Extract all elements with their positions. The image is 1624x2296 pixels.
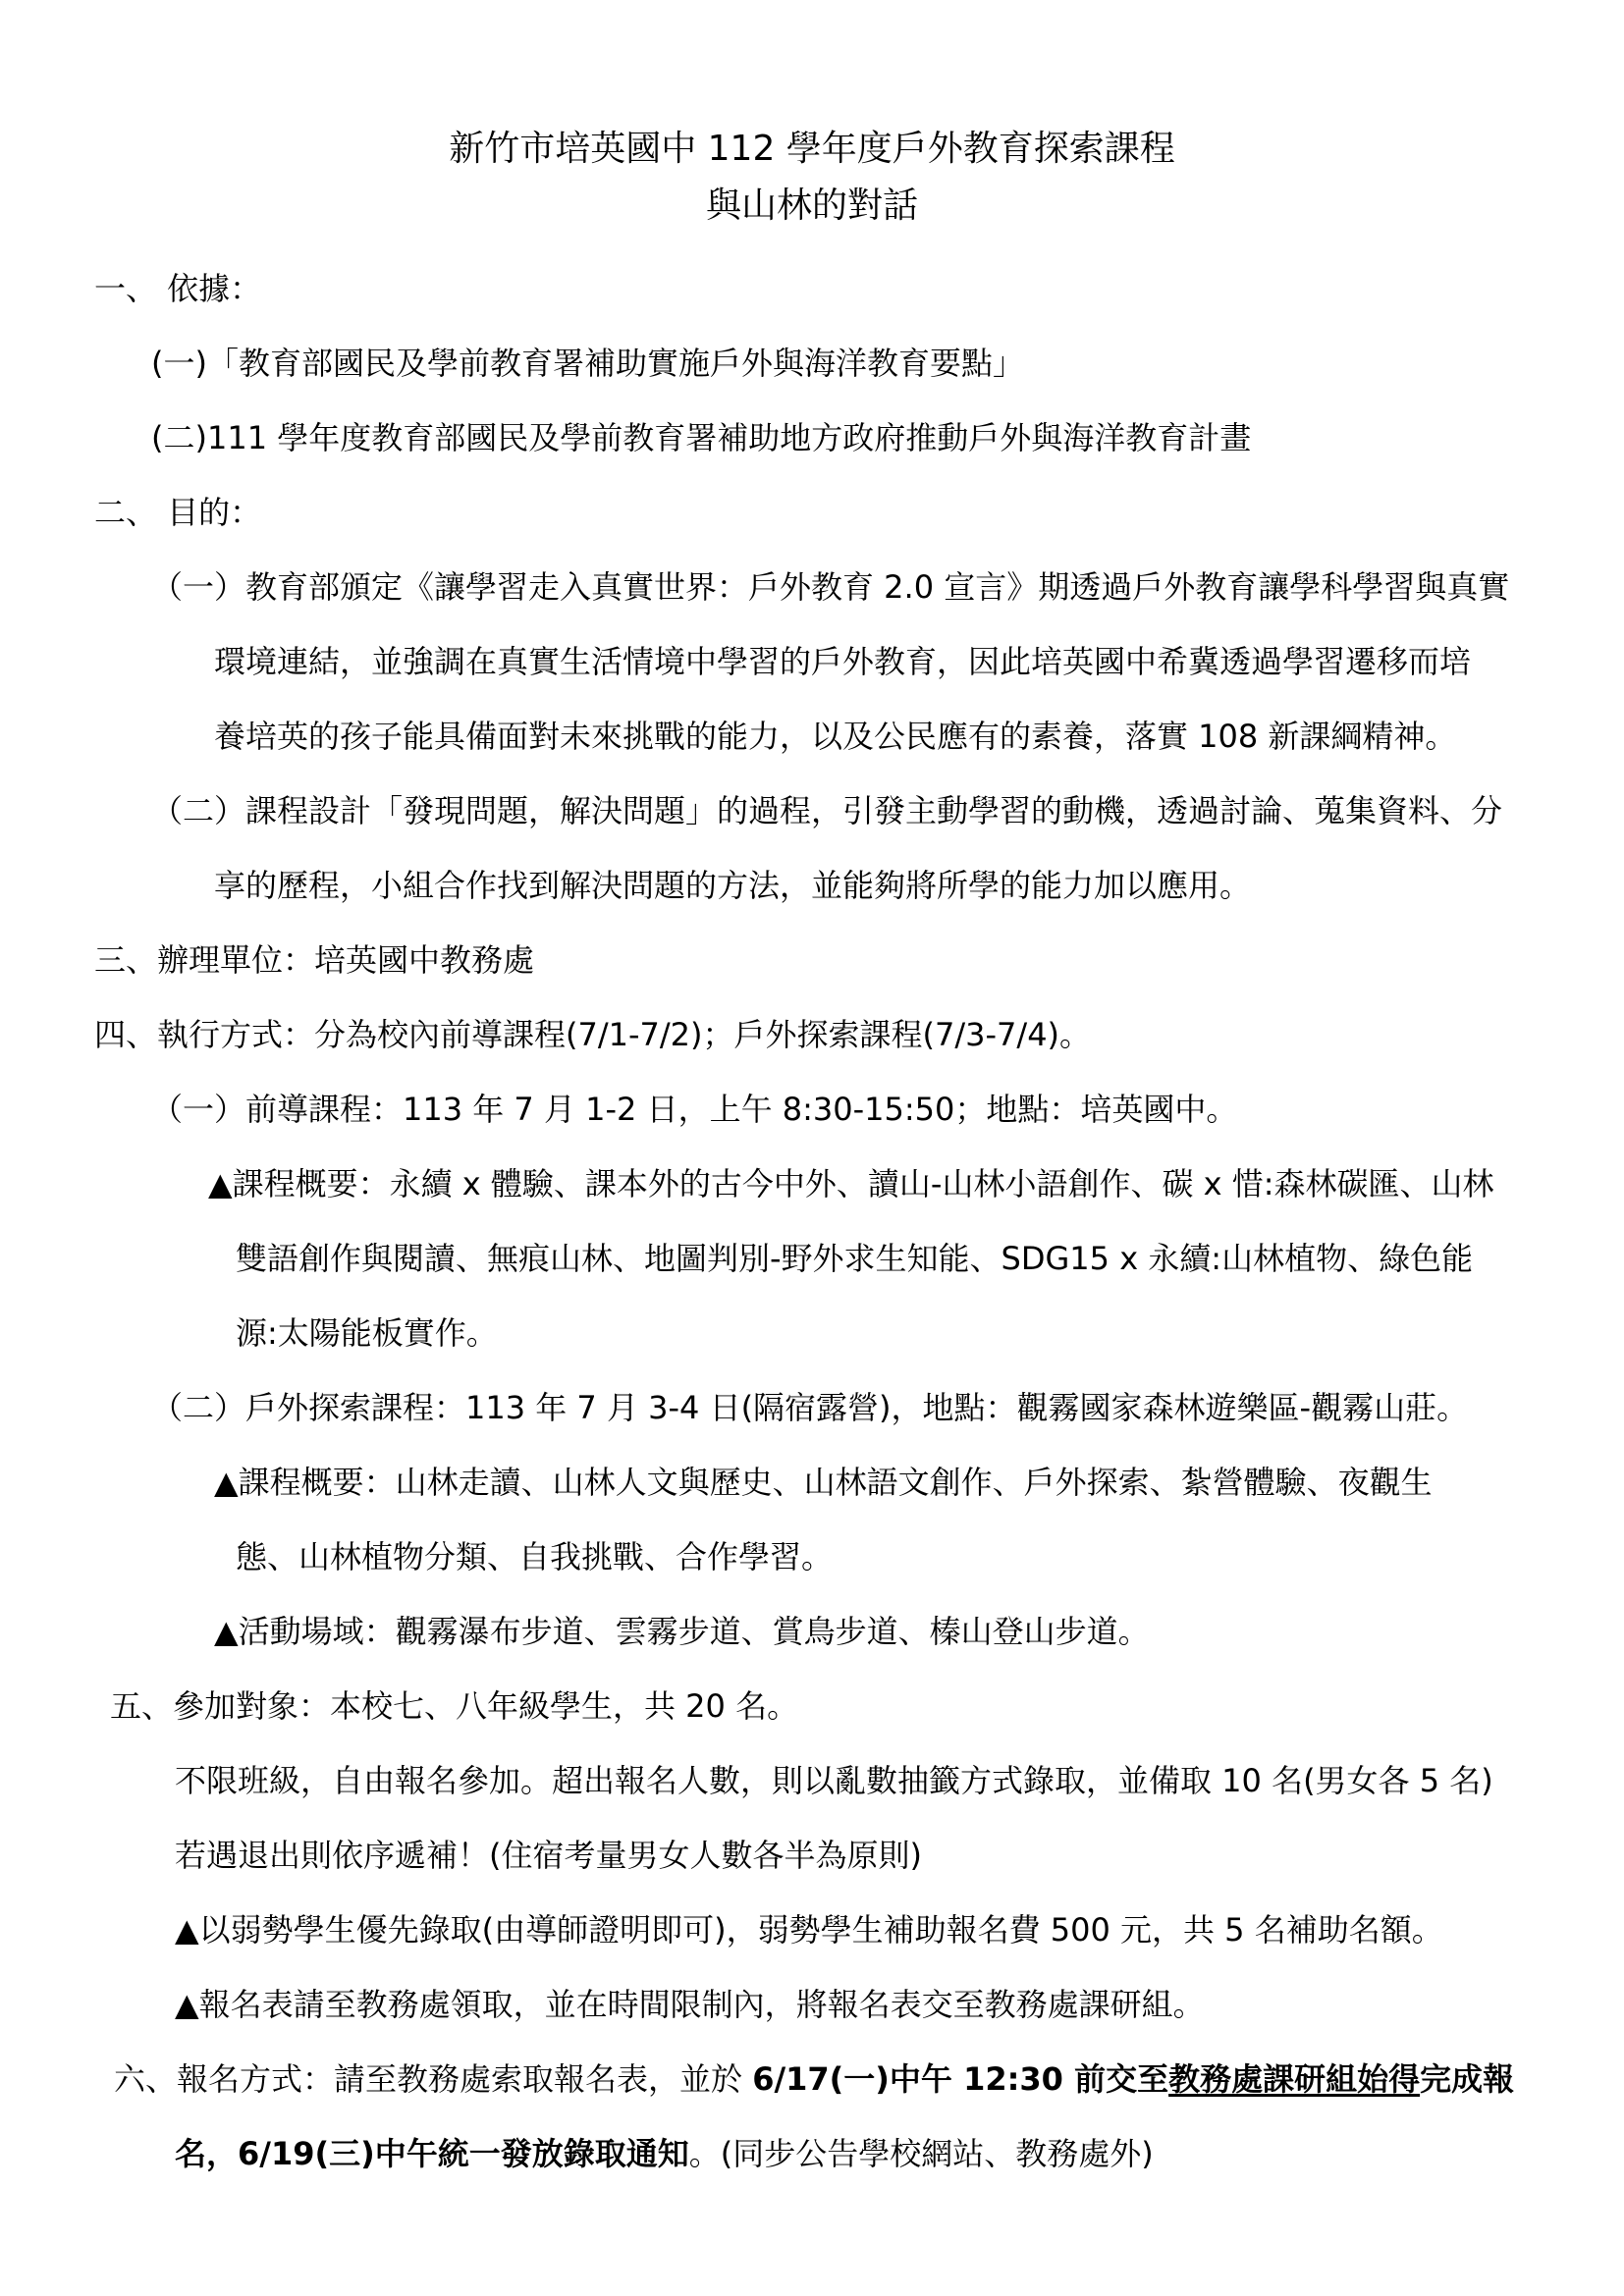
section-5-note-1: ▲以弱勢學生優先錄取(由導師證明即可)，弱勢學生補助報名費 500 元，共 5 名補助名額。 <box>175 1911 1443 1949</box>
section-4-item-1-overview-line-2: 雙語創作與閱讀、無痕山林、地圖判別-野外求生知能、SDG15 x 永續:山林植物、綠色能 <box>236 1240 1474 1277</box>
section-6-office: 教務處課研組始得 <box>1168 2060 1421 2098</box>
section-1-item-1: (一)「教育部國民及學前教育署補助實施戶外與海洋教育要點」 <box>151 345 1024 382</box>
section-6-line-1-intro: 六、報名方式：請至教務處索取報名表，並於 <box>114 2060 753 2098</box>
section-4-item-2-overview-line-2: 態、山林植物分類、自我挑戰、合作學習。 <box>236 1538 834 1575</box>
section-5-heading: 五、參加對象：本校七、八年級學生，共 20 名。 <box>110 1687 799 1725</box>
section-6-complete: 完成報 <box>1420 2060 1515 2098</box>
section-2-item-2-line-1: （二）課程設計「發現問題，解決問題」的過程，引發主動學習的動機，透過討論、蒐集資料、分 <box>151 792 1503 829</box>
section-5-paragraph-line-2: 若遇退出則依序遞補！(住宿考量男女人數各半為原則) <box>175 1837 922 1874</box>
document-title: 新竹市培英國中 112 學年度戶外教育探索課程 <box>449 129 1175 169</box>
section-2-item-2-line-2: 享的歷程，小組合作找到解決問題的方法，並能夠將所學的能力加以應用。 <box>214 867 1252 904</box>
section-6-line-2 <box>175 2132 1154 2175</box>
document-subtitle: 與山林的對話 <box>705 186 918 226</box>
section-4-item-2: （二）戶外探索課程：113 年 7 月 3-4 日(隔宿露營)，地點：觀霧國家森林遊樂區-觀霧山莊。 <box>151 1389 1469 1426</box>
section-4-item-2-venue: ▲活動場域：觀霧瀑布步道、雲霧步道、賞鳥步道、榛山登山步道。 <box>214 1613 1150 1650</box>
section-6-notice-date: 名，6/19(三)中午統一發放錄取通知 <box>175 2135 689 2172</box>
section-3-heading: 三、辦理單位：培英國中教務處 <box>94 941 535 979</box>
section-2-item-1-line-3: 養培英的孩子能具備面對未來挑戰的能力，以及公民應有的素養，落實 108 新課綱精神。 <box>214 718 1457 755</box>
section-5-paragraph-line-1: 不限班級，自由報名參加。超出報名人數，則以亂數抽籤方式錄取，並備取 10 名(男女各 5 名) <box>175 1762 1493 1799</box>
section-2-heading: 二、 目的： <box>94 494 262 531</box>
section-6-deadline: 6/17(一)中午 12:30 前交至 <box>752 2060 1169 2098</box>
section-4-heading: 四、執行方式：分為校內前導課程(7/1-7/2)；戶外探索課程(7/3-7/4)。 <box>94 1016 1092 1053</box>
section-4-item-1-overview-line-1: ▲課程概要：永續 x 體驗、課本外的古今中外、讀山-山林小語創作、碳 x 惜:森林碳匯、山林 <box>208 1165 1494 1202</box>
section-4-item-1: （一）前導課程：113 年 7 月 1-2 日，上午 8:30-15:50；地點：培英國中。 <box>151 1091 1238 1128</box>
section-2-item-1-line-2: 環境連結，並強調在真實生活情境中學習的戶外教育，因此培英國中希冀透過學習遷移而培 <box>214 643 1472 680</box>
section-1-heading: 一、 依據： <box>94 270 262 307</box>
section-6-announcement: 。(同步公告學校網站、教務處外) <box>688 2135 1154 2172</box>
section-5-note-2: ▲報名表請至教務處領取，並在時間限制內，將報名表交至教務處課研組。 <box>175 1986 1205 2023</box>
section-1-item-2: (二)111 學年度教育部國民及學前教育署補助地方政府推動戶外與海洋教育計畫 <box>151 419 1252 456</box>
section-4-item-2-overview-line-1: ▲課程概要：山林走讀、山林人文與歷史、山林語文創作、戶外探索、紮營體驗、夜觀生 <box>214 1464 1433 1501</box>
section-4-item-1-overview-line-3: 源:太陽能板實作。 <box>236 1314 498 1352</box>
section-6-line-1 <box>114 2057 1514 2101</box>
section-2-item-1-line-1: （一）教育部頒定《讓學習走入真實世界：戶外教育 2.0 宣言》期透過戶外教育讓學科學習與真實 <box>151 568 1510 606</box>
